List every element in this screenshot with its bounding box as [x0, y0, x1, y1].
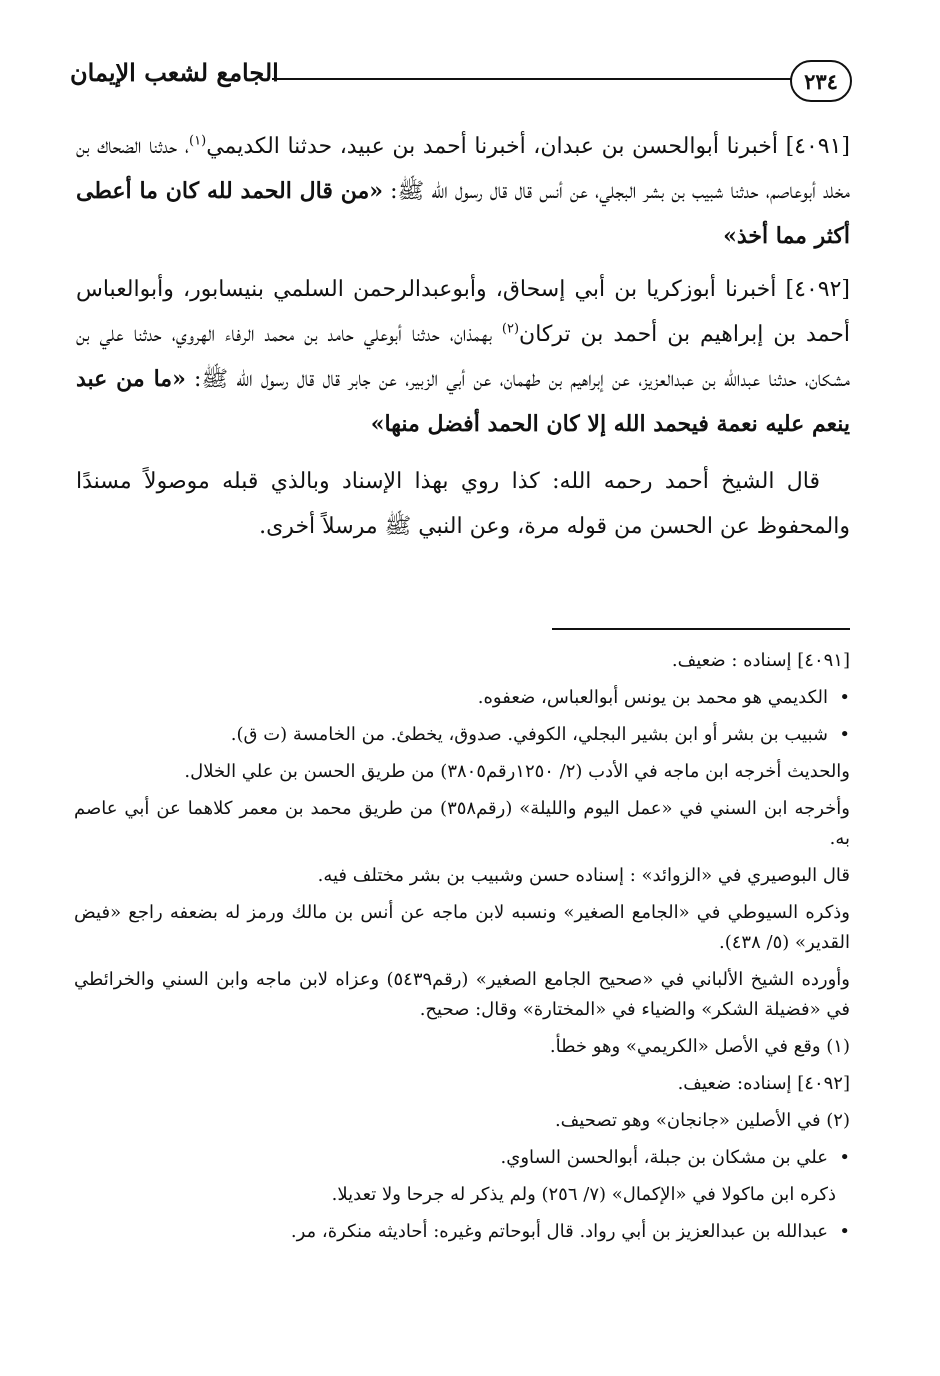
main-text [76, 124, 850, 549]
note-text: وأورده الشيخ الألباني في «صحيح الجامع الصغير» (رقم٥٤٣٩) وعزاه لابن ماجه وابن السني والخرائطي في «فضيلة الشكر» والضياء في «المختارة» وقال: صحيح. [74, 969, 850, 1020]
isnad-text: أخبرنا أبوزكريا بن أبي إسحاق، وأبوعبدالرحمن السلمي بنيسابور، وأبوالعباس أحمد بن إبراهيم بن أحمد بن تركان [76, 277, 851, 347]
hadith-4092 [76, 267, 850, 447]
hadith-number: [٤٠٩١] [785, 134, 851, 159]
footnote-2: (٢) في الأصلين «جانجان» وهو تصحيف. [554, 1110, 850, 1131]
footnote-ref-2: (٢) [501, 321, 520, 337]
page-header [70, 52, 852, 112]
note-4092-heading: [٤٠٩٢] إسناده: ضعيف. [677, 1073, 850, 1094]
note-text: قال البوصيري في «الزوائد» : إسناده حسن وشبيب بن بشر مختلف فيه. [317, 865, 850, 886]
note-text: والحديث أخرجه ابن ماجه في الأدب (٢/ ١٢٥٠رقم٣٨٠٥) من طريق الحسن بن علي الخلال. [184, 761, 850, 782]
note-text: ذكره ابن ماكولا في «الإكمال» (٧/ ٢٥٦) ولم يذكر له جرحا ولا تعديلا. [331, 1184, 836, 1205]
isnad-text: ، حدثنا الضحاك بن مخلد أبوعاصم، حدثنا شبيب بن بشر البجلي، عن أنس قال قال رسول الله ﷺ: [76, 134, 850, 204]
book-title: الجامع لشعب الإيمان [70, 58, 279, 87]
footnote-separator [552, 628, 850, 630]
note-bullet: • عبدالله بن عبدالعزيز بن أبي رواد. قال أبوحاتم وغيره: أحاديثه منكرة، مر. [74, 1217, 850, 1247]
isnad-text: بهمذان، حدثنا أبوعلي حامد بن محمد الرفاء الهروي، حدثنا علي بن مشكان، حدثنا عبدالله بن عبدالعزيز، عن إبراهيم بن طهمان، عن أبي الزبير، عن جابر قال قال رسول الله ﷺ: [76, 322, 850, 392]
note-text: وذكره السيوطي في «الجامع الصغير» ونسبه لابن ماجه عن أنس بن مالك ورمز له بضعفه راجع «فيض القدير» (٥/ ٤٣٨). [74, 902, 850, 953]
hadith-matn: «ما من عبد ينعم عليه نعمة فيحمد الله إلا كان الحمد أفضل منها» [76, 366, 850, 437]
footnote-ref-1: (١) [189, 133, 207, 149]
hadith-number: [٤٠٩٢] [785, 277, 850, 302]
footnote-1: (١) وقع في الأصل «الكريمي» وهو خطأ. [549, 1036, 850, 1057]
page-number: ٢٣٤ [790, 60, 852, 102]
note-text: وأخرجه ابن السني في «عمل اليوم والليلة» (رقم٣٥٨) من طريق محمد بن معمر كلاهما عن أبي عاصم به. [74, 798, 850, 849]
note-4091-heading: [٤٠٩١] إسناده : ضعيف. [671, 650, 850, 671]
hadith-matn: «من قال الحمد لله كان ما أعطى أكثر مما أخذ» [76, 178, 850, 249]
note-bullet: • شبيب بن بشر أو ابن بشير البجلي، الكوفي. صدوق، يخطئ. من الخامسة (ت ق). [74, 720, 850, 750]
author-comment: قال الشيخ أحمد رحمه الله: كذا روي بهذا الإسناد وبالذي قبله موصولاً مسندًا والمحفوظ عن الحسن من قوله مرة، وعن النبي ﷺ مرسلاً أخرى. [76, 469, 850, 539]
footnotes [74, 646, 850, 1254]
header-rule [272, 78, 792, 80]
isnad-text: أخبرنا أبوالحسن بن عبدان، أخبرنا أحمد بن عبيد، حدثنا الكديمي [206, 134, 786, 159]
note-bullet: • علي بن مشكان بن جبلة، أبوالحسن الساوي. [74, 1143, 850, 1173]
hadith-4091 [76, 124, 850, 259]
note-bullet: • الكديمي هو محمد بن يونس أبوالعباس، ضعفوه. [74, 683, 850, 713]
